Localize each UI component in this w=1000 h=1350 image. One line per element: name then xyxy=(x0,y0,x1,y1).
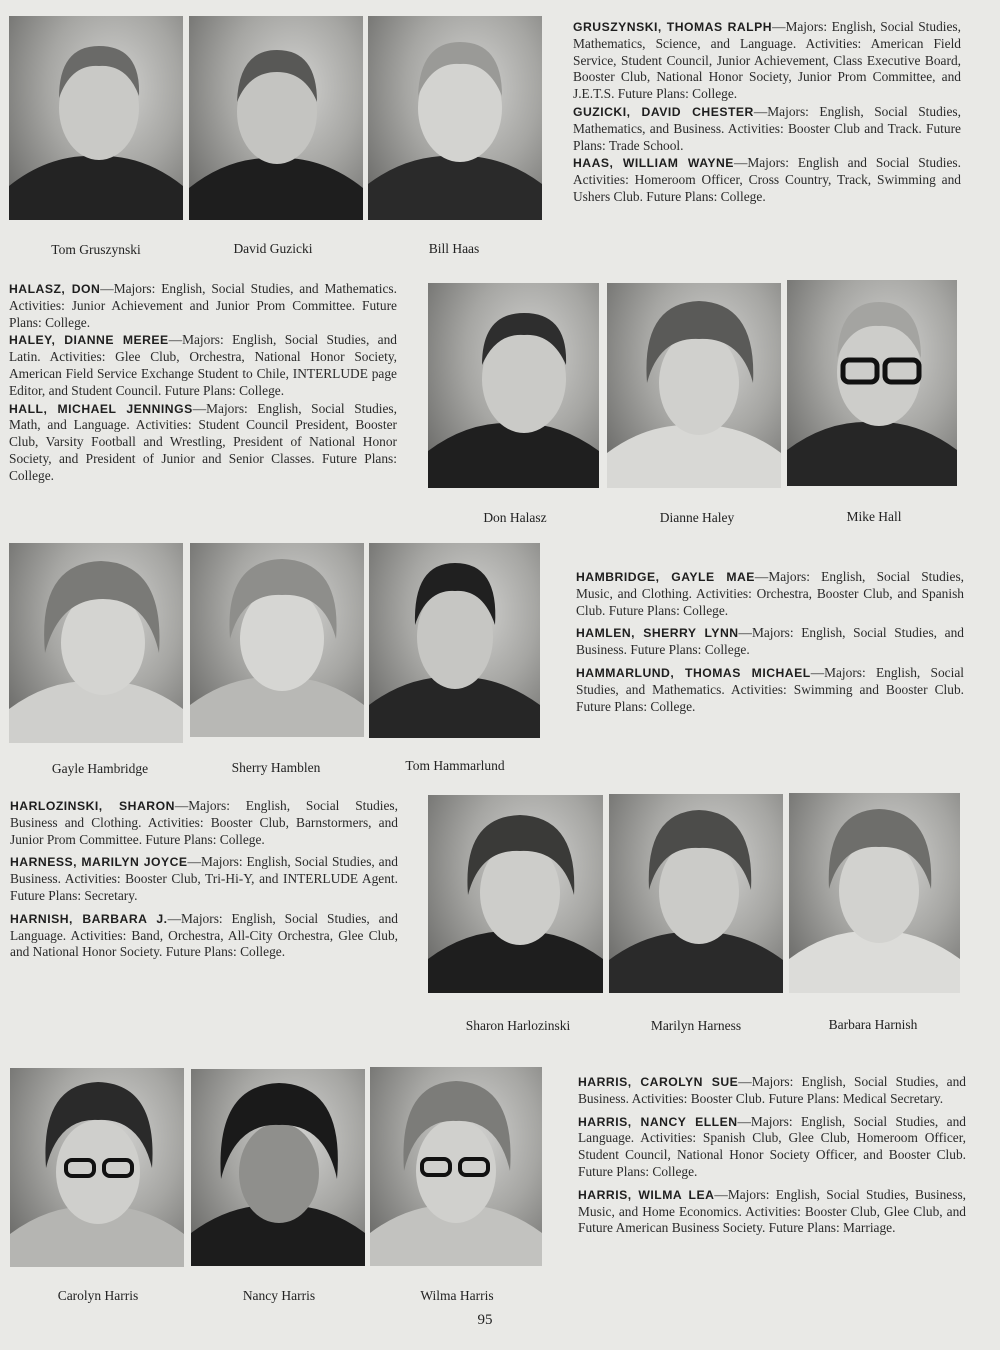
student-bio xyxy=(578,1074,966,1108)
portrait-photo xyxy=(789,793,960,993)
portrait-photo xyxy=(369,543,540,738)
bio-text: —Majors: English, Social Studies, Business, Music, and Home Economics. Activities: Booster Club, Glee Club, and Future American Business Society. Future Plans: Marriage. xyxy=(578,1186,966,1236)
portrait-silhouette xyxy=(609,794,783,993)
student-bio xyxy=(9,281,397,331)
student-caption: Marilyn Harness xyxy=(650,1018,742,1033)
portrait-silhouette xyxy=(191,1069,365,1266)
student-name: GUZICKI, DAVID CHESTER xyxy=(573,104,754,119)
student-bio xyxy=(576,665,964,715)
student-bio xyxy=(9,401,397,485)
portrait-silhouette xyxy=(189,16,363,220)
student-caption: Bill Haas xyxy=(428,241,480,256)
student-bio xyxy=(573,104,961,154)
student-caption: Tom Gruszynski xyxy=(51,242,141,257)
bio-text: —Majors: English, Social Studies, Mathematics, and Business. Activities: Booster Club and Track. Future Plans: Trade School. xyxy=(573,103,961,153)
portrait-silhouette xyxy=(190,543,364,737)
student-bio-block xyxy=(578,1074,966,1237)
student-caption: Sherry Hamblen xyxy=(231,760,321,775)
student-caption: Dianne Haley xyxy=(659,510,735,525)
student-name: HARRIS, CAROLYN SUE xyxy=(578,1075,739,1089)
student-name: HAAS, WILLIAM WAYNE xyxy=(573,156,734,171)
portrait-silhouette xyxy=(368,16,542,220)
student-caption: Gayle Hambridge xyxy=(51,761,149,776)
portrait-silhouette xyxy=(787,280,957,486)
student-bio xyxy=(573,155,961,205)
student-bio-block xyxy=(10,798,398,961)
student-bio-block xyxy=(573,19,961,206)
portrait-photo xyxy=(609,794,783,993)
student-name: GRUSZYNSKI, THOMAS RALPH xyxy=(573,20,773,34)
student-caption: Wilma Harris xyxy=(420,1288,494,1303)
student-caption: David Guzicki xyxy=(233,241,313,256)
student-name: HARRIS, NANCY ELLEN xyxy=(578,1114,738,1129)
portrait-photo xyxy=(607,283,781,488)
student-bio xyxy=(578,1187,966,1237)
bio-text: —Majors: English, Social Studies, Math, and Language. Activities: Student Council President, Booster Club, Varsity Football and Wrestling, President of National Honor Society, and President of Junior and Senior Classes. Future Plans: College. xyxy=(9,400,397,483)
student-name: HARLOZINSKI, SHARON xyxy=(10,799,175,813)
portrait-silhouette xyxy=(428,283,599,488)
portrait-photo xyxy=(10,1068,184,1267)
student-name: HALEY, DIANNE MEREE xyxy=(9,333,169,348)
bio-text: —Majors: English, Social Studies, and Business. Future Plans: College. xyxy=(576,625,964,658)
student-name: HAMLEN, SHERRY LYNN xyxy=(576,626,739,641)
portrait-photo xyxy=(189,16,363,220)
student-bio xyxy=(576,625,964,659)
student-caption: Tom Hammarlund xyxy=(405,758,505,773)
portrait-silhouette xyxy=(10,1068,184,1267)
student-caption: Sharon Harlozinski xyxy=(465,1018,571,1033)
portrait-silhouette xyxy=(789,793,960,993)
student-bio xyxy=(578,1114,966,1181)
bio-text: —Majors: English, Social Studies, and Business. Activities: Booster Club, Tri-Hi-Y, and INTERLUDE Agent. Future Plans: Secretary. xyxy=(10,854,398,903)
student-bio xyxy=(573,19,961,103)
portrait-photo xyxy=(428,795,603,993)
bio-text: —Majors: English, Social Studies, and Language. Activities: Band, Orchestra, All-City Orchestra, Glee Club, and National Honor Society. Future Plans: College. xyxy=(10,910,398,960)
portrait-photo xyxy=(428,283,599,488)
student-caption: Barbara Harnish xyxy=(828,1017,918,1032)
portrait-silhouette xyxy=(369,543,540,738)
student-bio xyxy=(9,332,397,399)
page-number: 95 xyxy=(477,1312,493,1328)
bio-text: —Majors: English, Social Studies, and Latin. Activities: Glee Club, Orchestra, National Honor Society, American Field Service Exchange Student to Chile, INTERLUDE page Editor, and Student Council. Future Plans: College. xyxy=(9,332,397,398)
student-bio xyxy=(10,911,398,961)
student-name: HALASZ, DON xyxy=(9,282,101,296)
student-name: HARNESS, MARILYN JOYCE xyxy=(10,855,188,870)
student-name: HAMMARLUND, THOMAS MICHAEL xyxy=(576,665,811,680)
bio-text: —Majors: English, Social Studies, Mathematics, Science, and Language. Activities: American Field Service, Student Council, Junior Achievement, Class Executive Board, Booster Club, National Honor Society, Junior Prom Committee, and J.E.T.S. Future Plans: College. xyxy=(573,19,961,102)
student-name: HARNISH, BARBARA J. xyxy=(10,911,168,926)
student-caption: Nancy Harris xyxy=(242,1288,316,1303)
bio-text: —Majors: English, Social Studies, and Mathematics. Activities: Junior Achievement and Junior Prom Committee. Future Plans: College. xyxy=(9,281,397,330)
portrait-silhouette xyxy=(607,283,781,488)
bio-text: —Majors: English, Social Studies, and Business. Activities: Booster Club. Future Plans: Medical Secretary. xyxy=(578,1074,967,1106)
portrait-silhouette xyxy=(428,795,603,993)
student-bio xyxy=(10,798,398,848)
student-bio xyxy=(10,854,398,904)
student-caption: Mike Hall xyxy=(846,509,902,524)
portrait-silhouette xyxy=(370,1067,542,1266)
bio-text: —Majors: English, Social Studies, and Language. Activities: Spanish Club, Glee Club, Homeroom Officer, Student Council, National Honor Society Officer, and Booster Club. Future Plans: College. xyxy=(578,1113,966,1179)
portrait-silhouette xyxy=(9,16,183,220)
student-bio-block xyxy=(576,569,964,715)
bio-text: —Majors: English, Social Studies, and Mathematics. Activities: Swimming and Booster Club. Future Plans: College. xyxy=(576,664,965,714)
student-bio xyxy=(576,569,964,619)
bio-text: —Majors: English and Social Studies. Activities: Homeroom Officer, Cross Country, Track, Swimming and Ushers Club. Future Plans: College. xyxy=(573,155,961,204)
student-bio-block xyxy=(9,281,397,485)
portrait-silhouette xyxy=(9,543,183,743)
student-name: HALL, MICHAEL JENNINGS xyxy=(9,401,193,416)
portrait-photo xyxy=(9,16,183,220)
student-name: HAMBRIDGE, GAYLE MAE xyxy=(576,570,755,584)
portrait-photo xyxy=(370,1067,542,1266)
student-caption: Don Halasz xyxy=(483,510,547,525)
student-name: HARRIS, WILMA LEA xyxy=(578,1187,715,1202)
portrait-photo xyxy=(368,16,542,220)
portrait-photo xyxy=(787,280,957,486)
portrait-photo xyxy=(9,543,183,743)
portrait-photo xyxy=(191,1069,365,1266)
bio-text: —Majors: English, Social Studies, Music, and Clothing. Activities: Orchestra, Booster Club, and Spanish Club. Future Plans: College. xyxy=(576,569,965,618)
portrait-photo xyxy=(190,543,364,737)
student-caption: Carolyn Harris xyxy=(57,1288,139,1303)
bio-text: —Majors: English, Social Studies, Business and Clothing. Activities: Booster Club, Barnstormers, and Junior Prom Committee. Future Plans: College. xyxy=(10,798,398,847)
